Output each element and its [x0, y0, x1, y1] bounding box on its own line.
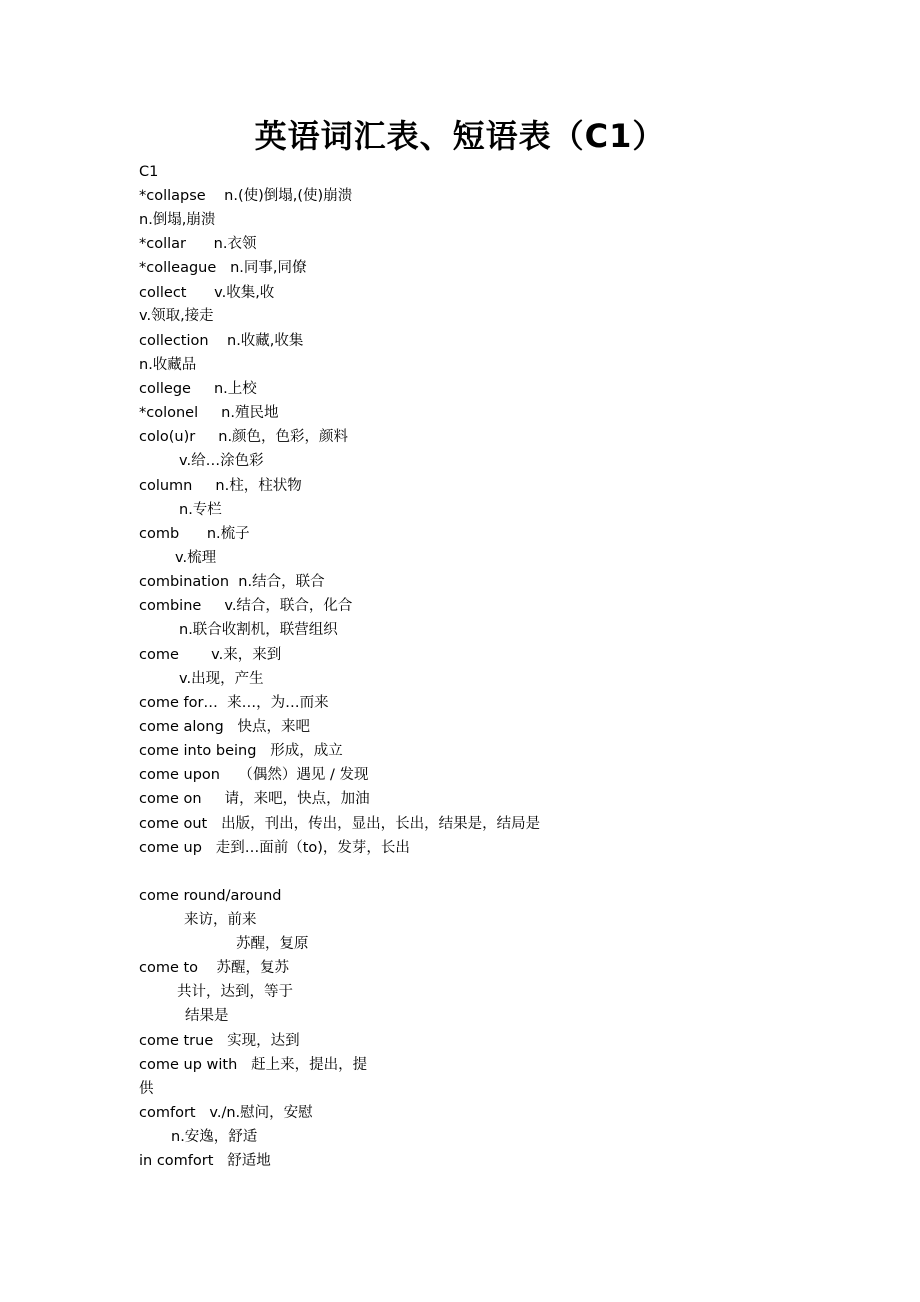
- vocab-line: *collar n.衣领: [139, 236, 257, 252]
- vocab-line: n.倒塌,崩溃: [139, 212, 216, 228]
- vocab-line: combination n.结合，联合: [139, 574, 325, 590]
- vocab-line: C1: [139, 164, 159, 180]
- vocab-line: college n.上校: [139, 381, 257, 397]
- vocab-line: n.收藏品: [139, 357, 197, 373]
- vocab-line: 来访，前来: [184, 912, 257, 928]
- vocab-line: 苏醒，复原: [236, 936, 309, 952]
- vocab-line: come upon （偶然）遇见 / 发现: [139, 767, 369, 783]
- vocab-line: come to 苏醒，复苏: [139, 960, 289, 976]
- vocab-line: 供: [139, 1081, 154, 1097]
- vocab-line: come up with 赶上来，提出，提: [139, 1057, 368, 1073]
- vocab-line: v.出现，产生: [179, 671, 264, 687]
- vocab-line: v.梳理: [175, 550, 217, 566]
- vocab-line: in comfort 舒适地: [139, 1153, 271, 1169]
- vocab-line: come along 快点，来吧: [139, 719, 311, 735]
- vocab-line: n.联合收割机，联营组织: [179, 622, 338, 638]
- vocab-line: come into being 形成，成立: [139, 743, 343, 759]
- vocab-line: colo(u)r n.颜色，色彩，颜料: [139, 429, 349, 445]
- vocab-line: 结果是: [185, 1008, 229, 1024]
- vocab-line: come round/around: [139, 888, 282, 904]
- vocab-line: v.领取,接走: [139, 308, 214, 324]
- vocab-line: come for… 来…，为…而来: [139, 695, 329, 711]
- vocab-line: 共计，达到，等于: [177, 984, 293, 1000]
- vocab-line: come out 出版，刊出，传出，显出，长出，结果是，结局是: [139, 816, 541, 832]
- vocab-line: *colleague n.同事,同僚: [139, 260, 307, 276]
- vocab-line: collect v.收集,收: [139, 285, 275, 301]
- vocab-line: *colonel n.殖民地: [139, 405, 279, 421]
- vocab-line: come true 实现，达到: [139, 1033, 300, 1049]
- vocab-line: v.给…涂色彩: [179, 453, 264, 469]
- vocab-line: n.专栏: [179, 502, 222, 518]
- vocab-line: come on 请，来吧，快点，加油: [139, 791, 370, 807]
- page-title: 英语词汇表、短语表（C1）: [254, 117, 666, 155]
- vocab-line: column n.柱，柱状物: [139, 478, 302, 494]
- vocab-line: come up 走到…面前（to)，发芽，长出: [139, 840, 410, 856]
- vocab-line: come v.来，来到: [139, 647, 282, 663]
- vocab-line: combine v.结合，联合，化合: [139, 598, 353, 614]
- vocab-line: comfort v./n.慰问，安慰: [139, 1105, 313, 1121]
- vocab-line: *collapse n.(使)倒塌,(使)崩溃: [139, 188, 353, 204]
- vocab-line: collection n.收藏,收集: [139, 333, 304, 349]
- vocab-line: n.安逸，舒适: [171, 1129, 258, 1145]
- vocab-line: comb n.梳子: [139, 526, 250, 542]
